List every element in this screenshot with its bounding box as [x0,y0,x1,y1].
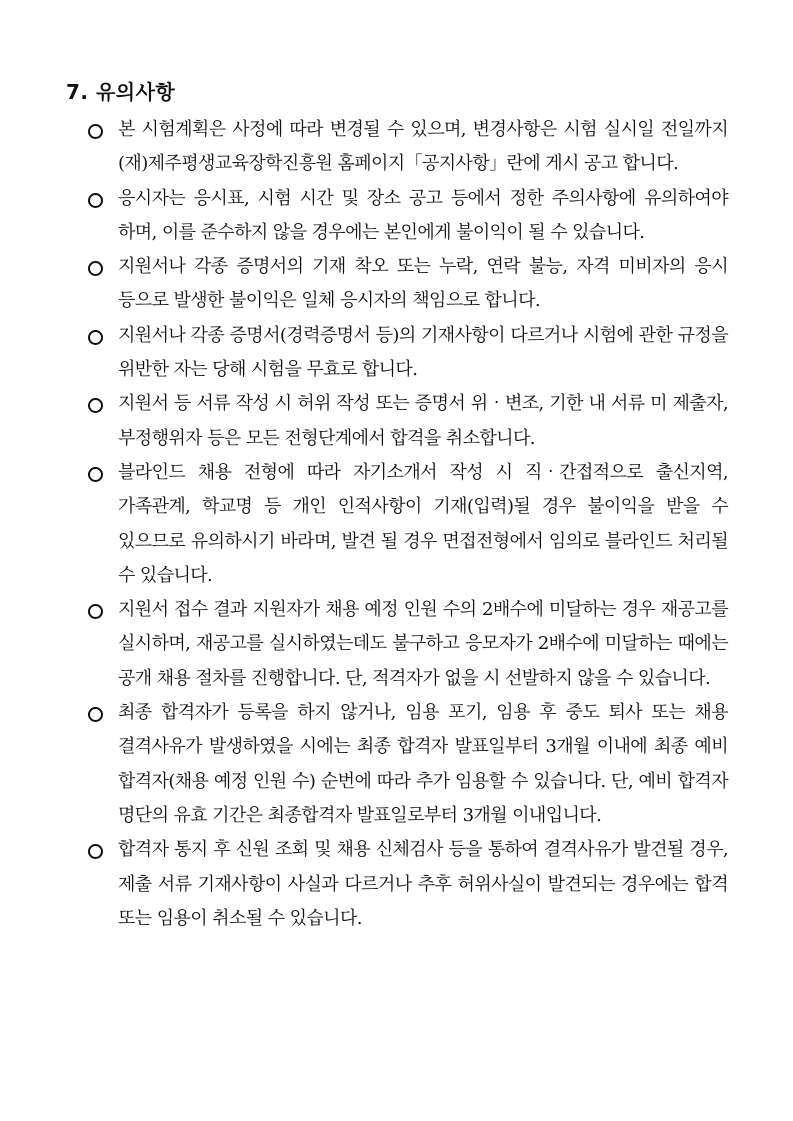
circle-bullet-icon [88,261,103,276]
circle-bullet-icon [88,124,103,139]
notice-item [88,250,728,319]
notice-text: 지원서 접수 결과 지원자가 채용 예정 인원 수의 2배수에 미달하는 경우 재공고를 실시하며, 재공고를 실시하였는데도 불구하고 응모자가 2배수에 미달하는 때에는 공개 채용 절차를 진행합니다. 단, 적격자가 없을 시 선발하지 않을 수 있습니다. [118,599,728,689]
notice-item [88,182,728,251]
circle-bullet-icon [88,330,103,345]
circle-bullet-icon [88,398,103,413]
circle-bullet-icon [88,604,103,619]
notice-item [88,456,728,593]
notice-text: 최종 합격자가 등록을 하지 않거나, 임용 포기, 임용 후 중도 퇴사 또는 채용 결격사유가 발생하였을 시에는 최종 합격자 발표일부터 3개월 이내에 최종 예비 합격자(채용 예정 인원 수) 순번에 따라 추가 임용할 수 있습니다. 단, 예비 합격자 명단의 유효 기간은 최종합격자 발표일로부터 3개월 이내입니다. [118,702,728,826]
notice-list [88,113,728,936]
circle-bullet-icon [88,193,103,208]
notice-text: 지원서 등 서류 작성 시 허위 작성 또는 증명서 위‧변조, 기한 내 서류 미 제출자, 부정행위자 등은 모든 전형단계에서 합격을 취소합니다. [118,393,728,449]
notice-text: 합격자 통지 후 신원 조회 및 채용 신체검사 등을 통하여 결격사유가 발견될 경우, 제출 서류 기재사항이 사실과 다르거나 추후 허위사실이 발견되는 경우에는 합격 또는 임용이 취소될 수 있습니다. [118,839,728,929]
notice-text: 본 시험계획은 사정에 따라 변경될 수 있으며, 변경사항은 시험 실시일 전일까지 (재)제주평생교육장학진흥원 홈페이지「공지사항」란에 게시 공고 합니다. [118,119,728,175]
notice-text: 지원서나 각종 증명서(경력증명서 등)의 기재사항이 다르거나 시험에 관한 규정을 위반한 자는 당해 시험을 무효로 합니다. [118,324,728,381]
notice-item [88,696,728,833]
section-title: 7. 유의사항 [66,80,176,104]
notice-text: 지원서나 각종 증명서의 기재 착오 또는 누락, 연락 불능, 자격 미비자의 응시 등으로 발생한 불이익은 일체 응시자의 책임으로 합니다. [118,256,728,312]
circle-bullet-icon [88,707,103,722]
notice-item [88,113,728,182]
notice-text: 응시자는 응시표, 시험 시간 및 장소 공고 등에서 정한 주의사항에 유의하여야 하며, 이를 준수하지 않을 경우에는 본인에게 불이익이 될 수 있습니다. [118,187,728,243]
circle-bullet-icon [88,467,103,482]
notice-item [88,833,728,936]
circle-bullet-icon [88,844,103,859]
notice-item [88,319,728,388]
notice-item [88,387,728,456]
notice-text: 블라인드 채용 전형에 따라 자기소개서 작성 시 직‧간접적으로 출신지역, 가족관계, 학교명 등 개인 인적사항이 기재(입력)될 경우 불이익을 받을 수 있으므로 유의하시기 바라며, 발견 될 경우 면접전형에서 임의로 블라인드 처리될 수 있습니다. [118,461,728,586]
notice-item [88,593,728,696]
